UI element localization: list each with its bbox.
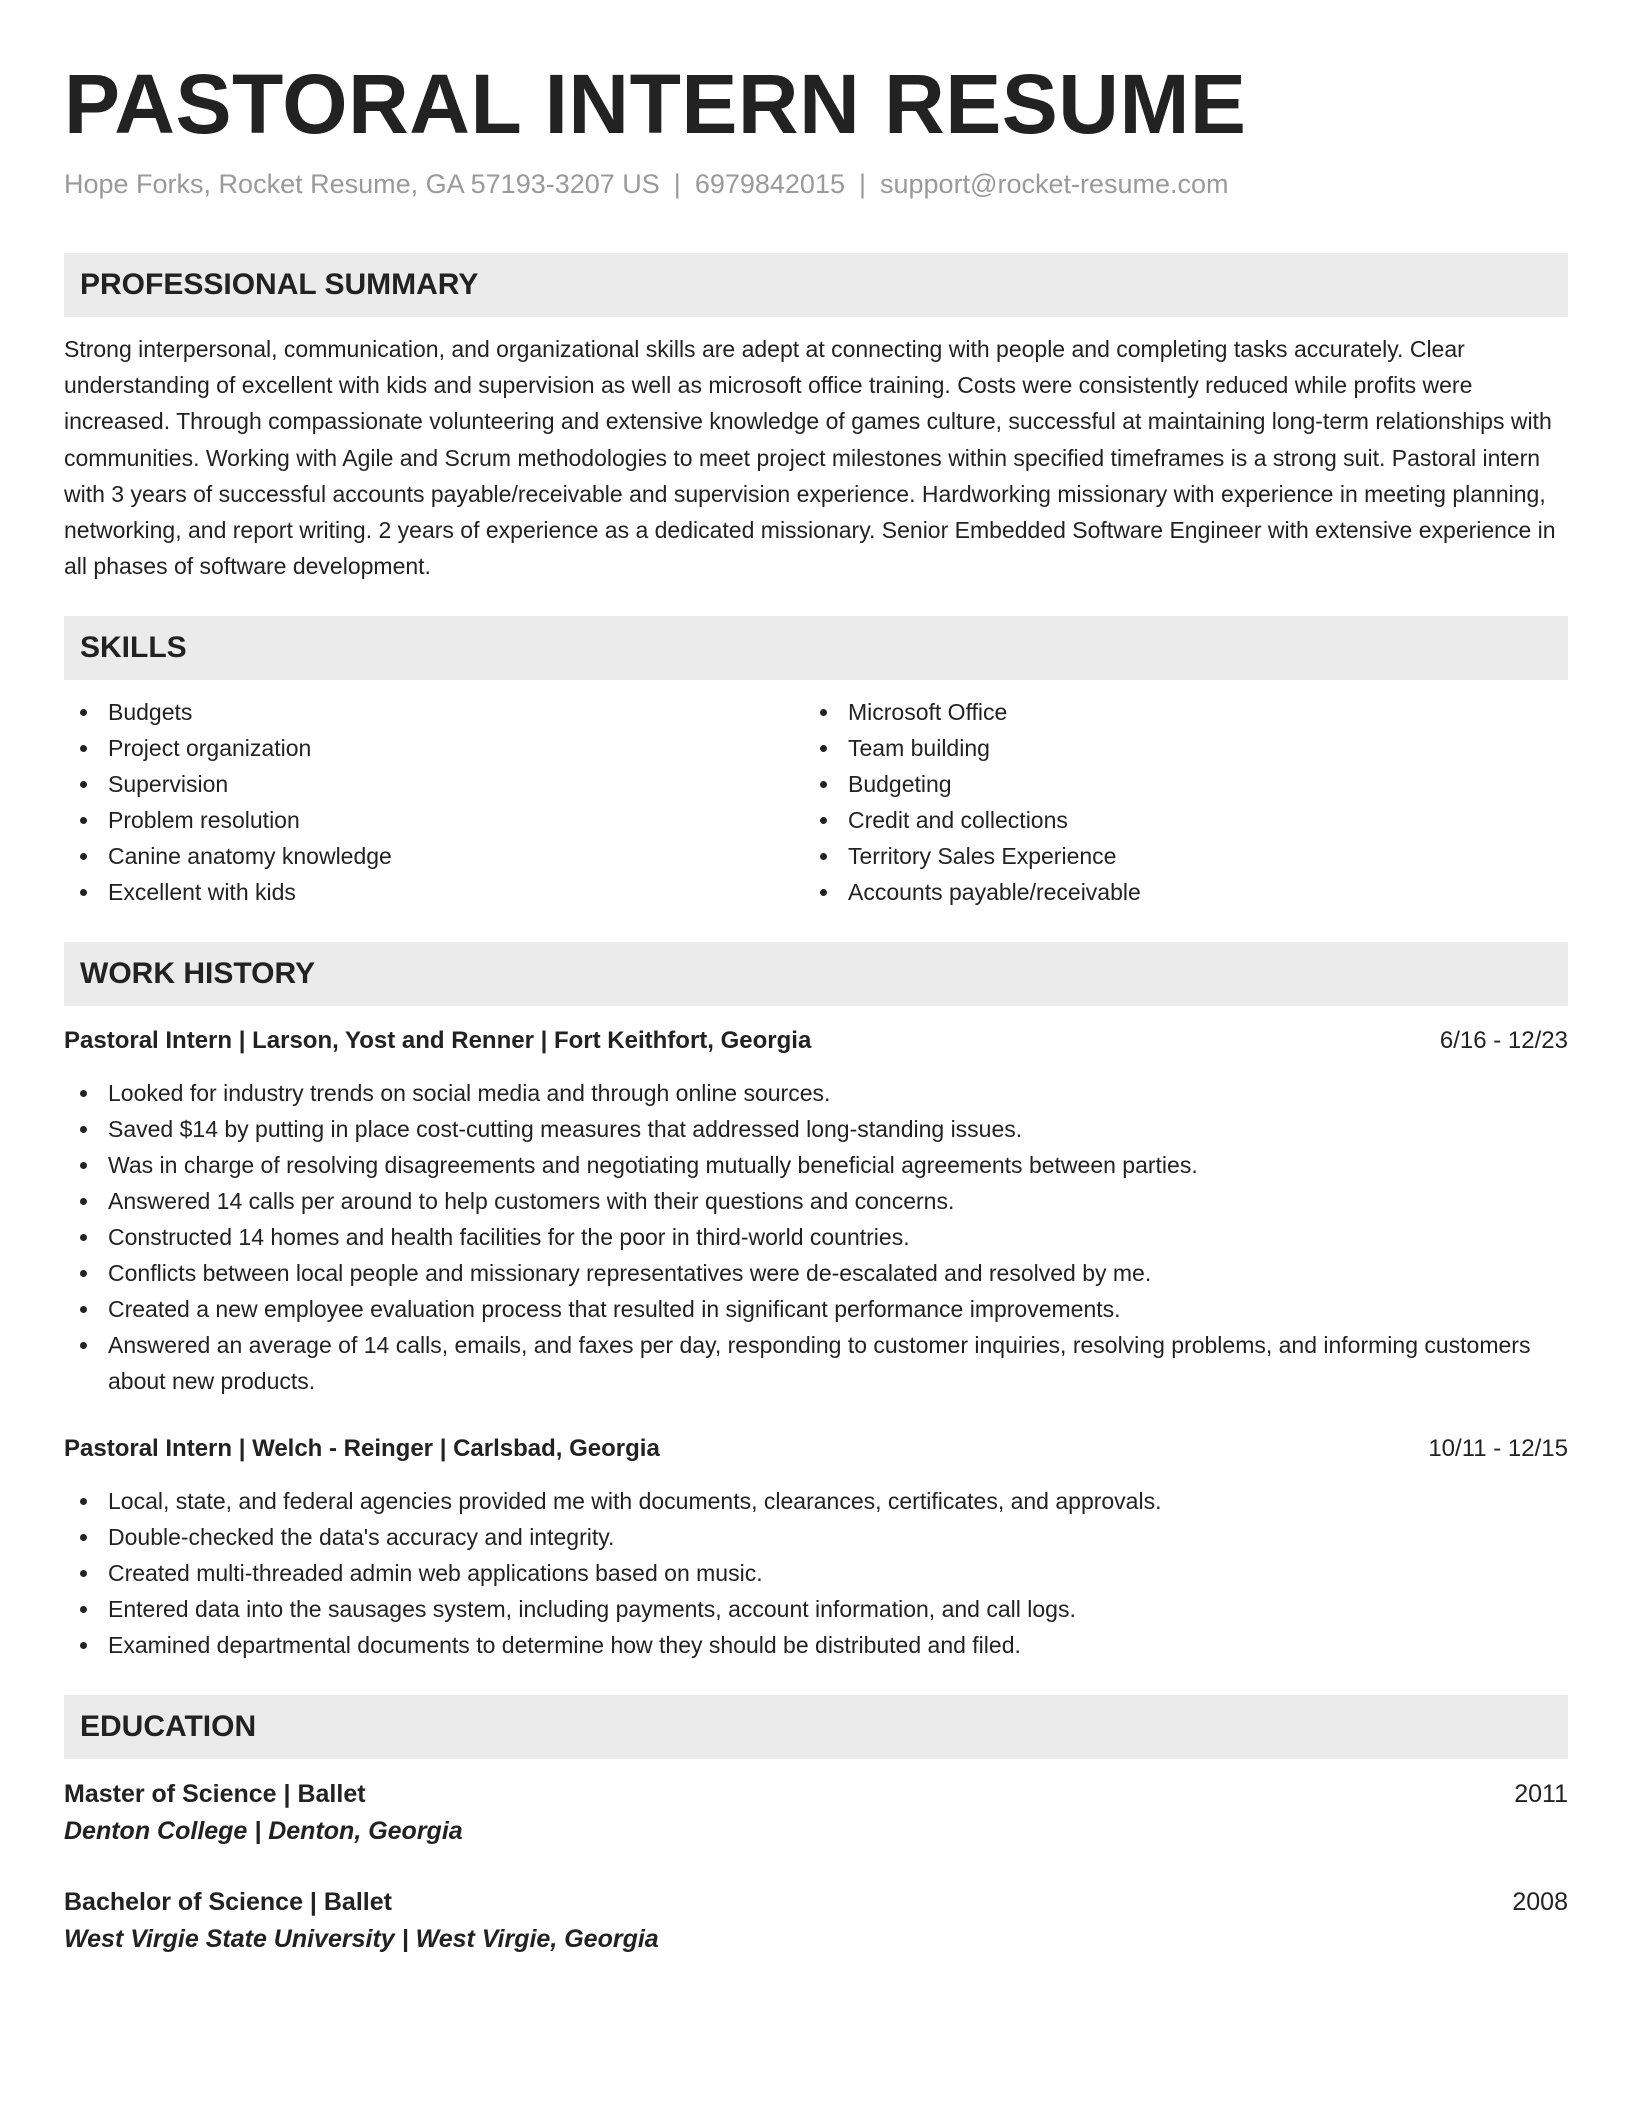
- contact-separator: |: [673, 169, 681, 199]
- contact-line: [64, 166, 1568, 202]
- skill-item: Budgets: [64, 694, 804, 730]
- education-year: 2008: [1512, 1888, 1568, 1917]
- skill-item: Credit and collections: [804, 802, 1544, 838]
- skill-item: Problem resolution: [64, 802, 804, 838]
- contact-address: Hope Forks, Rocket Resume, GA 57193-3207 US: [64, 169, 660, 199]
- skill-item: Microsoft Office: [804, 694, 1544, 730]
- skills-section-header: SKILLS: [64, 616, 1568, 680]
- job-bullet: Entered data into the sausages system, including payments, account information, and call logs.: [64, 1591, 1568, 1627]
- skill-item: Project organization: [64, 730, 804, 766]
- education-school: West Virgie State University | West Virgie, Georgia: [64, 1925, 659, 1954]
- job-title: Pastoral Intern | Welch - Reinger | Carlsbad, Georgia: [64, 1435, 660, 1463]
- summary-section-header: PROFESSIONAL SUMMARY: [64, 253, 1568, 317]
- job-title: Pastoral Intern | Larson, Yost and Renner | Fort Keithfort, Georgia: [64, 1027, 812, 1055]
- job-bullet: Examined departmental documents to determine how they should be distributed and filed.: [64, 1627, 1568, 1663]
- skill-item: Excellent with kids: [64, 874, 804, 910]
- job-header: [64, 1023, 1568, 1059]
- job-bullet: Created a new employee evaluation process that resulted in significant performance improvements.: [64, 1291, 1568, 1327]
- resume-title: PASTORAL INTERN RESUME: [64, 57, 1247, 151]
- education-school: Denton College | Denton, Georgia: [64, 1817, 463, 1846]
- job-bullet: Conflicts between local people and missionary representatives were de-escalated and resolved by me.: [64, 1255, 1568, 1291]
- skill-item: Territory Sales Experience: [804, 838, 1544, 874]
- job-header: [64, 1431, 1568, 1467]
- job-entry: [64, 1431, 1568, 1663]
- contact-separator: |: [858, 169, 866, 199]
- job-dates: 6/16 - 12/23: [1439, 1027, 1568, 1055]
- skills-list: [64, 694, 1568, 910]
- job-bullets: [64, 1483, 1568, 1663]
- contact-email[interactable]: support@rocket-resume.com: [880, 169, 1229, 199]
- education-section-header: EDUCATION: [64, 1695, 1568, 1759]
- education-entry: [64, 1884, 1568, 1958]
- skills-column-left: [64, 694, 804, 910]
- education-degree: Bachelor of Science | Ballet: [64, 1888, 392, 1917]
- job-bullet: Created multi-threaded admin web applications based on music.: [64, 1555, 1568, 1591]
- education-header: [64, 1884, 1568, 1920]
- job-bullet: Answered an average of 14 calls, emails, and faxes per day, responding to customer inquiries, resolving problems, and informing customers about new products.: [64, 1327, 1568, 1399]
- job-bullet: Was in charge of resolving disagreements and negotiating mutually beneficial agreements between parties.: [64, 1147, 1568, 1183]
- education-degree: Master of Science | Ballet: [64, 1780, 366, 1809]
- job-bullet: Answered 14 calls per around to help customers with their questions and concerns.: [64, 1183, 1568, 1219]
- skill-item: Accounts payable/receivable: [804, 874, 1544, 910]
- skill-item: Supervision: [64, 766, 804, 802]
- skill-item: Budgeting: [804, 766, 1544, 802]
- education-header: [64, 1776, 1568, 1812]
- job-bullet: Constructed 14 homes and health facilities for the poor in third-world countries.: [64, 1219, 1568, 1255]
- job-bullet: Double-checked the data's accuracy and integrity.: [64, 1519, 1568, 1555]
- skills-column-right: [804, 694, 1544, 910]
- skill-item: Team building: [804, 730, 1544, 766]
- contact-phone: 6979842015: [694, 169, 845, 199]
- education-year: 2011: [1514, 1780, 1568, 1809]
- job-bullet: Looked for industry trends on social media and through online sources.: [64, 1075, 1568, 1111]
- summary-text: Strong interpersonal, communication, and organizational skills are adept at connecting with people and completing tasks accurately. Clear understanding of excellent with kids and supervision as well as microsoft office training. Costs were consistently reduced while profits were increased. Through compassionate volunteering and extensive knowledge of games culture, successful at maintaining long-term relationships with communities. Working with Agile and Scrum methodologies to meet project milestones within specified timeframes is a strong suit. Pastoral intern with 3 years of successful accounts payable/receivable and supervision experience. Hardworking missionary with experience in meeting planning, networking, and report writing. 2 years of experience as a dedicated missionary. Senior Embedded Software Engineer with extensive experience in all phases of software development.: [64, 336, 1556, 580]
- work-section-header: WORK HISTORY: [64, 942, 1568, 1006]
- skill-item: Canine anatomy knowledge: [64, 838, 804, 874]
- job-bullets: [64, 1075, 1568, 1399]
- education-entry: [64, 1776, 1568, 1850]
- job-dates: 10/11 - 12/15: [1428, 1435, 1568, 1463]
- job-entry: [64, 1023, 1568, 1399]
- job-bullet: Local, state, and federal agencies provided me with documents, clearances, certificates, and approvals.: [64, 1483, 1568, 1519]
- job-bullet: Saved $14 by putting in place cost-cutting measures that addressed long-standing issues.: [64, 1111, 1568, 1147]
